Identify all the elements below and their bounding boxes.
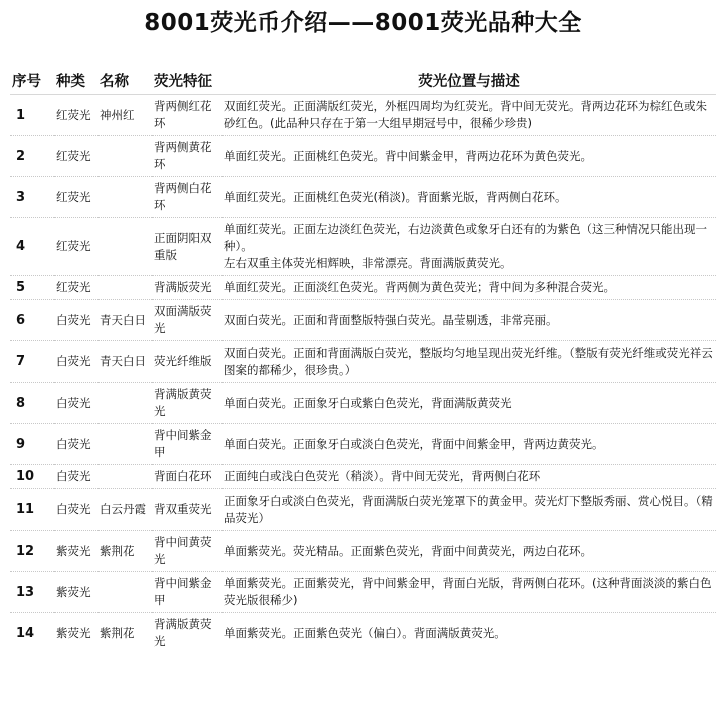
row-description [222, 531, 716, 572]
table-row [10, 572, 716, 613]
table-row [10, 424, 716, 465]
description-line: 单面白荧光。正面象牙白或淡白色荧光，背面中间紫金甲，背两边黄荧光。 [224, 436, 604, 451]
row-feature: 背两侧红花环 [152, 95, 222, 136]
row-kind: 红荧光 [54, 95, 98, 136]
row-kind: 红荧光 [54, 177, 98, 218]
column-header-kind: 种类 [54, 66, 98, 95]
description-line: 正面象牙白或淡白色荧光，背面满版白荧光笼罩下的黄金甲。荧光灯下整版秀丽、赏心悦目。（精品荧光） [224, 493, 713, 525]
description-line: 单面白荧光。正面象牙白或紫白色荧光，背面满版黄荧光 [224, 395, 512, 410]
description-line: 单面红荧光。正面桃红色荧光(稍淡)。背面紫光版，背两侧白花环。 [224, 189, 567, 204]
row-name [98, 572, 152, 613]
column-header-description: 荧光位置与描述 [222, 66, 716, 95]
row-kind: 红荧光 [54, 136, 98, 177]
row-name: 青天白日 [98, 341, 152, 383]
table-row [10, 136, 716, 177]
page-title: 8001荧光币介绍——8001荧光品种大全 [144, 10, 582, 36]
row-feature: 背中间黄荧光 [152, 531, 222, 572]
table-row [10, 177, 716, 218]
row-feature: 背两侧黄花环 [152, 136, 222, 177]
table-row [10, 300, 716, 341]
row-number: 14 [10, 613, 54, 654]
table-row [10, 531, 716, 572]
row-description [222, 383, 716, 424]
row-description [222, 465, 716, 489]
table-row [10, 276, 716, 300]
row-description [222, 341, 716, 383]
table-row [10, 383, 716, 424]
description-line: 单面紫荧光。正面紫荧光，背中间紫金甲，背面白光版，背两侧白花环。(这种背面淡淡的紫白色荧光版很稀少) [224, 576, 712, 607]
description-line: 双面白荧光。正面和背面整版特强白荧光。晶莹剔透，非常亮丽。 [224, 312, 558, 327]
description-line: 正面纯白或浅白色荧光（稍淡）。背中间无荧光，背两侧白花环 [224, 469, 541, 483]
column-header-no: 序号 [10, 66, 54, 95]
row-name [98, 218, 152, 276]
description-line: 单面紫荧光。正面紫色荧光（偏白）。背面满版黄荧光。 [224, 625, 506, 640]
row-name [98, 276, 152, 300]
row-number: 13 [10, 572, 54, 613]
row-number: 12 [10, 531, 54, 572]
table-header-row [10, 66, 716, 95]
row-number: 7 [10, 341, 54, 383]
row-kind: 白荧光 [54, 300, 98, 341]
row-number: 8 [10, 383, 54, 424]
row-feature: 荧光纤维版 [152, 341, 222, 383]
row-description [222, 218, 716, 276]
row-feature: 背满版荧光 [152, 276, 222, 300]
row-number: 6 [10, 300, 54, 341]
row-number: 2 [10, 136, 54, 177]
row-kind: 白荧光 [54, 489, 98, 531]
row-description [222, 276, 716, 300]
table-body [10, 95, 716, 654]
row-description [222, 572, 716, 613]
row-description [222, 95, 716, 136]
row-feature: 背两侧白花环 [152, 177, 222, 218]
row-kind: 白荧光 [54, 465, 98, 489]
row-feature: 正面阴阳双重版 [152, 218, 222, 276]
row-name [98, 177, 152, 218]
column-header-feature: 荧光特征 [152, 66, 222, 95]
row-description [222, 613, 716, 654]
row-name: 神州红 [98, 95, 152, 136]
description-line: 双面红荧光。正面满版红荧光，外框四周均为红荧光。背中间无荧光。背两边花环为棕红色或朱砂红色。(此品种只存在于第一大组早期冠号中，很稀少珍贵) [224, 99, 707, 130]
row-name [98, 465, 152, 489]
row-description [222, 424, 716, 465]
row-feature: 背中间紫金甲 [152, 424, 222, 465]
variety-table [10, 66, 716, 653]
row-number: 1 [10, 95, 54, 136]
row-name: 白云丹霞 [98, 489, 152, 531]
row-feature: 背满版黄荧光 [152, 383, 222, 424]
row-number: 11 [10, 489, 54, 531]
row-description [222, 300, 716, 341]
row-name: 青天白日 [98, 300, 152, 341]
row-kind: 红荧光 [54, 218, 98, 276]
row-kind: 白荧光 [54, 424, 98, 465]
row-number: 4 [10, 218, 54, 276]
row-feature: 背双重荧光 [152, 489, 222, 531]
row-kind: 红荧光 [54, 276, 98, 300]
row-kind: 白荧光 [54, 341, 98, 383]
row-name [98, 383, 152, 424]
row-number: 3 [10, 177, 54, 218]
row-feature: 双面满版荧光 [152, 300, 222, 341]
row-kind: 紫荧光 [54, 613, 98, 654]
column-header-name: 名称 [98, 66, 152, 95]
description-line: 单面红荧光。正面淡红色荧光。背两侧为黄色荧光；背中间为多种混合荧光。 [224, 280, 615, 294]
table-row [10, 341, 716, 383]
table-row [10, 465, 716, 489]
row-kind: 紫荧光 [54, 531, 98, 572]
row-name [98, 136, 152, 177]
row-feature: 背面白花环 [152, 465, 222, 489]
description-line: 左右双重主体荧光相辉映，非常漂亮。背面满版黄荧光。 [224, 256, 512, 270]
row-feature: 背中间紫金甲 [152, 572, 222, 613]
description-line: 双面白荧光。正面和背面满版白荧光，整版均匀地呈现出荧光纤维。（整版有荧光纤维或荧光祥云图案的都稀少，很珍贵。） [224, 345, 713, 377]
row-description [222, 177, 716, 218]
row-name: 紫荆花 [98, 613, 152, 654]
description-line: 单面红荧光。正面桃红色荧光。背中间紫金甲，背两边花环为黄色荧光。 [224, 148, 592, 163]
row-description [222, 136, 716, 177]
row-number: 9 [10, 424, 54, 465]
description-line: 单面紫荧光。荧光精品。正面紫色荧光，背面中间黄荧光，两边白花环。 [224, 543, 592, 558]
row-name [98, 424, 152, 465]
row-feature: 背满版黄荧光 [152, 613, 222, 654]
table-row [10, 613, 716, 654]
row-number: 10 [10, 465, 54, 489]
row-kind: 白荧光 [54, 383, 98, 424]
row-name: 紫荆花 [98, 531, 152, 572]
table-row [10, 218, 716, 276]
row-number: 5 [10, 276, 54, 300]
table-row [10, 489, 716, 531]
row-description [222, 489, 716, 531]
description-line: 单面红荧光。正面左边淡红色荧光，右边淡黄色或象牙白还有的为紫色（这三种情况只能出现一种）。 [224, 222, 707, 253]
table-row [10, 95, 716, 136]
row-kind: 紫荧光 [54, 572, 98, 613]
